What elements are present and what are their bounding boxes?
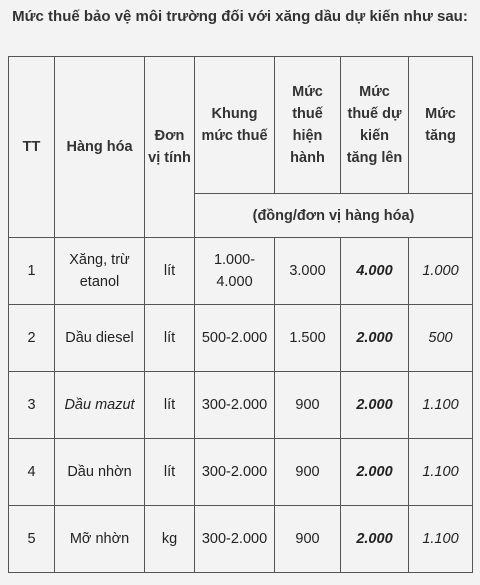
cell-frame: 300-2.000 xyxy=(195,506,275,573)
table-row xyxy=(9,506,473,573)
cell-frame: 500-2.000 xyxy=(195,305,275,372)
header-unit: Đơn vị tính xyxy=(145,57,195,238)
cell-unit: lít xyxy=(145,305,195,372)
cell-unit: lít xyxy=(145,372,195,439)
cell-unit: kg xyxy=(145,506,195,573)
cell-current: 1.500 xyxy=(275,305,341,372)
cell-item: Mỡ nhờn xyxy=(55,506,145,573)
cell-frame: 300-2.000 xyxy=(195,439,275,506)
table-row xyxy=(9,439,473,506)
cell-tt: 2 xyxy=(9,305,55,372)
cell-proposed: 4.000 xyxy=(341,238,409,305)
header-current: Mức thuế hiện hành xyxy=(275,57,341,194)
cell-increase: 1.000 xyxy=(409,238,473,305)
cell-tt: 1 xyxy=(9,238,55,305)
cell-tt: 3 xyxy=(9,372,55,439)
cell-proposed: 2.000 xyxy=(341,506,409,573)
cell-increase: 1.100 xyxy=(409,372,473,439)
header-increase: Mức tăng xyxy=(409,57,473,194)
cell-proposed: 2.000 xyxy=(341,439,409,506)
cell-item: Dầu nhờn xyxy=(55,439,145,506)
cell-current: 3.000 xyxy=(275,238,341,305)
cell-item: Xăng, trừ etanol xyxy=(55,238,145,305)
header-item: Hàng hóa xyxy=(55,57,145,238)
tax-table xyxy=(8,56,473,573)
cell-increase: 1.100 xyxy=(409,439,473,506)
cell-current: 900 xyxy=(275,439,341,506)
table-row xyxy=(9,372,473,439)
cell-current: 900 xyxy=(275,372,341,439)
table-row xyxy=(9,238,473,305)
cell-item: Dầu diesel xyxy=(55,305,145,372)
cell-increase: 500 xyxy=(409,305,473,372)
cell-proposed: 2.000 xyxy=(341,372,409,439)
cell-tt: 5 xyxy=(9,506,55,573)
page-title: Mức thuế bảo vệ môi trường đối với xăng dầu dự kiến như sau: xyxy=(12,8,468,25)
cell-unit: lít xyxy=(145,238,195,305)
header-row xyxy=(9,57,473,194)
cell-item: Dầu mazut xyxy=(55,372,145,439)
cell-tt: 4 xyxy=(9,439,55,506)
cell-frame: 1.000-4.000 xyxy=(195,238,275,305)
header-tt: TT xyxy=(9,57,55,238)
unit-note: (đồng/đơn vị hàng hóa) xyxy=(195,194,473,238)
cell-frame: 300-2.000 xyxy=(195,372,275,439)
cell-proposed: 2.000 xyxy=(341,305,409,372)
header-frame: Khung mức thuế xyxy=(195,57,275,194)
cell-increase: 1.100 xyxy=(409,506,473,573)
header-proposed: Mức thuế dự kiến tăng lên xyxy=(341,57,409,194)
cell-unit: lít xyxy=(145,439,195,506)
cell-current: 900 xyxy=(275,506,341,573)
table-row xyxy=(9,305,473,372)
